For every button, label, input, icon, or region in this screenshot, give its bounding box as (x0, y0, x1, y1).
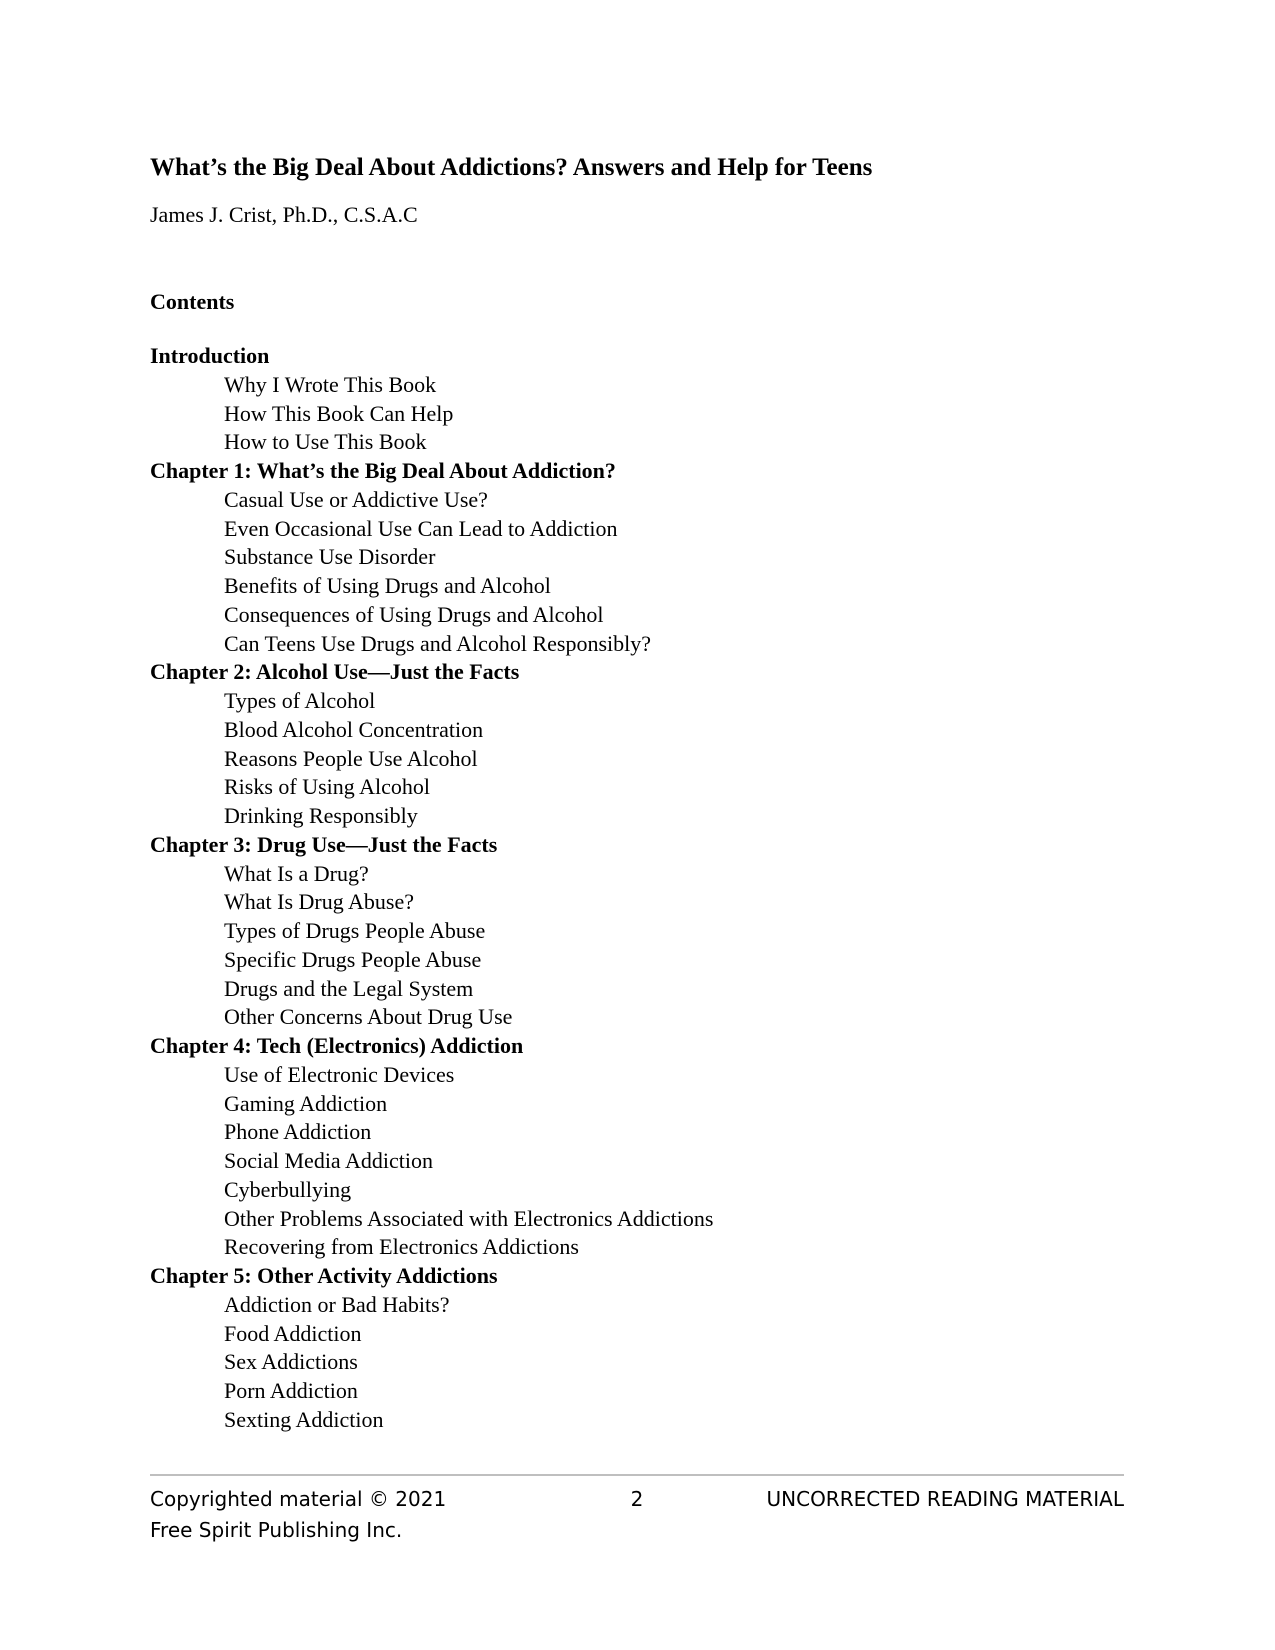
toc-section: Types of Alcohol (224, 688, 376, 713)
toc-section: Other Concerns About Drug Use (224, 1004, 513, 1030)
toc-section: Types of Drugs People Abuse (224, 918, 486, 943)
toc-chapter: Chapter 5: Other Activity Addictions (150, 1263, 498, 1288)
toc-chapter: Chapter 3: Drug Use—Just the Facts (150, 831, 498, 857)
toc-section: Blood Alcohol Concentration (224, 716, 484, 742)
page-footer (150, 1484, 1124, 1554)
toc-section: Social Media Addiction (224, 1148, 433, 1173)
toc-section: Reasons People Use Alcohol (224, 745, 478, 771)
toc-section: Casual Use or Addictive Use? (224, 486, 488, 512)
toc-section: Sex Addictions (224, 1349, 358, 1375)
toc-section: Risks of Using Alcohol (224, 774, 430, 800)
toc-section: Benefits of Using Drugs and Alcohol (224, 573, 551, 598)
toc-section: Other Problems Associated with Electronics Addictions (224, 1205, 714, 1231)
toc-section: Sexting Addiction (224, 1406, 384, 1432)
toc-section: Even Occasional Use Can Lead to Addiction (224, 515, 618, 541)
contents-heading: Contents (150, 289, 235, 314)
toc-section: Why I Wrote This Book (224, 371, 437, 397)
toc-section: How to Use This Book (224, 429, 427, 455)
toc-section: Cyberbullying (224, 1176, 352, 1202)
toc-section: Use of Electronic Devices (224, 1061, 455, 1087)
toc-section: How This Book Can Help (224, 400, 454, 426)
toc-section: Gaming Addiction (224, 1090, 388, 1116)
toc-section: Recovering from Electronics Addictions (224, 1234, 579, 1260)
toc-section: What Is a Drug? (224, 860, 369, 886)
toc-chapter: Chapter 1: What’s the Big Deal About Addiction? (150, 458, 616, 483)
toc-section: Substance Use Disorder (224, 544, 436, 570)
toc-section: Drugs and the Legal System (224, 975, 474, 1001)
toc-chapter: Chapter 4: Tech (Electronics) Addiction (150, 1033, 524, 1058)
table-of-contents (150, 342, 1150, 1435)
toc-section: Consequences of Using Drugs and Alcohol (224, 601, 604, 627)
toc-chapter: Chapter 2: Alcohol Use—Just the Facts (150, 659, 520, 685)
toc-section: Phone Addiction (224, 1119, 372, 1145)
book-title: What’s the Big Deal About Addictions? Answers and Help for Teens (150, 154, 873, 181)
author-line: James J. Crist, Ph.D., C.S.A.C (150, 202, 418, 227)
toc-section: Food Addiction (224, 1320, 362, 1346)
copyright-notice: Copyrighted material © 2021 (150, 1487, 447, 1511)
toc-section: What Is Drug Abuse? (224, 889, 415, 915)
uncorrected-notice: UNCORRECTED READING MATERIAL (766, 1487, 1124, 1511)
toc-section: Can Teens Use Drugs and Alcohol Responsibly? (224, 630, 652, 656)
page-number: 2 (630, 1487, 644, 1511)
footer-divider (150, 1474, 1124, 1476)
publisher-name: Free Spirit Publishing Inc. (150, 1518, 403, 1542)
toc-section: Drinking Responsibly (224, 803, 418, 828)
toc-section: Addiction or Bad Habits? (224, 1291, 450, 1317)
toc-section: Specific Drugs People Abuse (224, 946, 482, 972)
toc-section: Porn Addiction (224, 1378, 358, 1403)
toc-chapter: Introduction (150, 343, 270, 368)
